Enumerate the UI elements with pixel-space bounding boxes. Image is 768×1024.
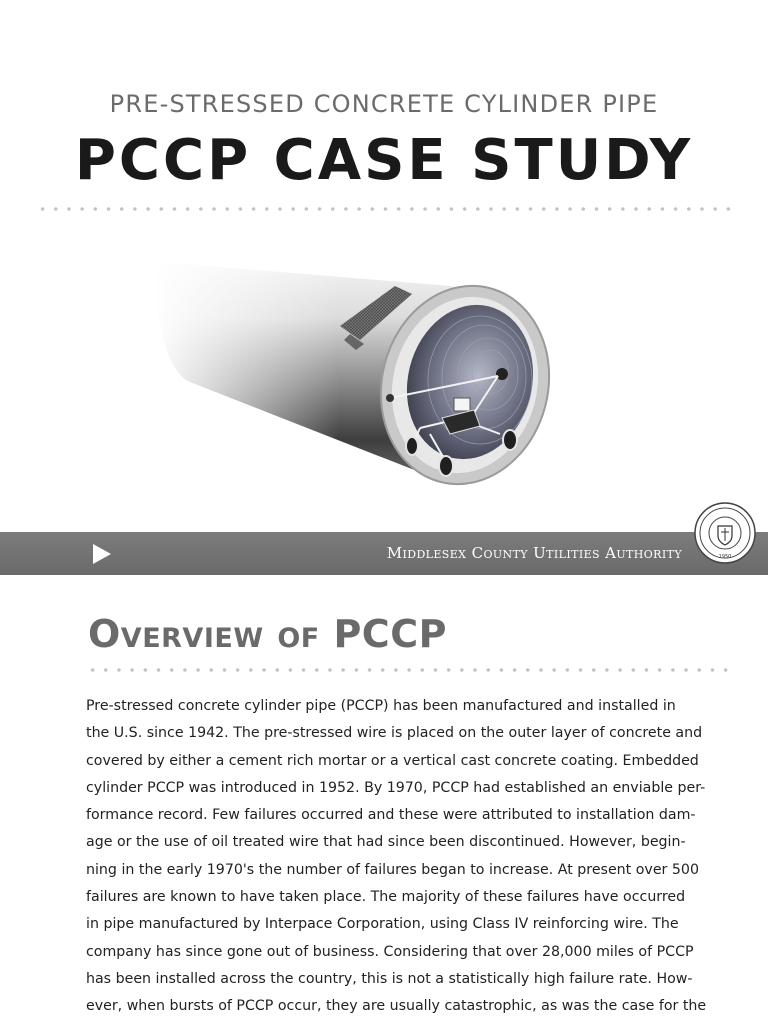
dotted-divider-top — [36, 207, 732, 211]
paragraph-line: age or the use of oil treated wire that had since been discontinued. However, begin- — [86, 834, 686, 851]
organization-name: Middlesex County Utilities Authority — [386, 544, 682, 562]
paragraph-line: the U.S. since 1942. The pre-stressed wire is placed on the outer layer of concrete and — [86, 725, 703, 742]
paragraph-line: ning in the early 1970's the number of failures began to increase. At present over 500 — [86, 861, 699, 878]
paragraph-line: cylinder PCCP was introduced in 1952. By 1970, PCCP had established an enviable per- — [86, 779, 706, 796]
seal-year: 1950 — [718, 554, 732, 560]
paragraph-line: company has since gone out of business. Considering that over 28,000 miles of PCCP — [86, 943, 694, 960]
document-title: PCCP CASE STUDY — [74, 128, 694, 193]
section-heading: Overview of PCCP — [88, 612, 447, 656]
pipe-illustration — [150, 222, 570, 512]
paragraph-line: Pre-stressed concrete cylinder pipe (PCCP) has been manufactured and installed in — [86, 698, 676, 714]
play-icon[interactable] — [93, 544, 111, 564]
paragraph-line: covered by either a cement rich mortar or a vertical cast concrete coating. Embedded — [86, 752, 699, 769]
county-seal-icon — [694, 502, 756, 564]
paragraph-line: in pipe manufactured by Interpace Corporation, using Class IV reinforcing wire. The — [86, 916, 679, 933]
document-subtitle: PRE-STRESSED CONCRETE CYLINDER PIPE — [109, 90, 659, 118]
paragraph-line: formance record. Few failures occurred and these were attributed to installation dam- — [86, 807, 696, 824]
paragraph-line: failures are known to have taken place. The majority of these failures have occurred — [86, 889, 686, 906]
body-paragraph — [86, 693, 707, 1021]
paragraph-line: has been installed across the country, this is not a statistically high failure rate. How- — [86, 970, 693, 987]
paragraph-line: ever, when bursts of PCCP occur, they are usually catastrophic, as was the case for the — [86, 998, 707, 1015]
dotted-divider-section — [86, 668, 730, 672]
